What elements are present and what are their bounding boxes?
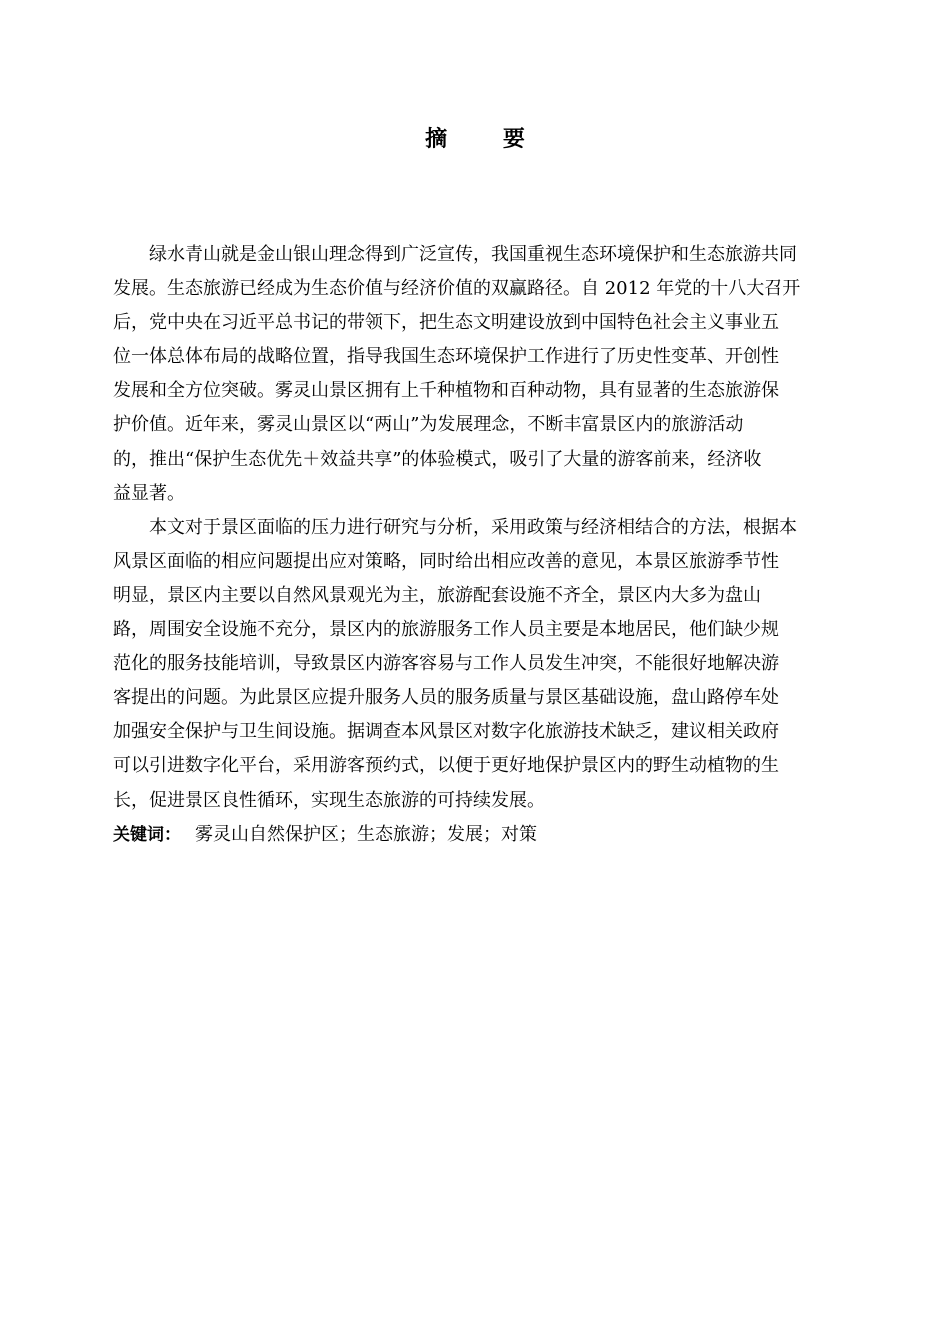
paragraph-1 [113, 238, 837, 511]
paragraph-line: 位一体总体布局的战略位置，指导我国生态环境保护工作进行了历史性变革、开创性 [113, 346, 779, 368]
paragraph-line: 范化的服务技能培训，导致景区内游客容易与工作人员发生冲突，不能很好地解决游 [113, 653, 779, 675]
paragraph-line: 绿水青山就是金山银山理念得到广泛宣传，我国重视生态环境保护和生态旅游共同 [149, 244, 797, 265]
paragraph-line: 明显，景区内主要以自然风景观光为主，旅游配套设施不齐全，景区内大多为盘山 [113, 584, 761, 606]
paragraph-line: 本文对于景区面临的压力进行研究与分析，采用政策与经济相结合的方法，根据本 [149, 516, 797, 538]
paragraph-line: 益显著。 [113, 482, 185, 504]
paragraph-line: 路，周围安全设施不充分，景区内的旅游服务工作人员主要是本地居民，他们缺少规 [113, 619, 779, 641]
keywords-value: 雾灵山自然保护区；生态旅游；发展；对策 [195, 823, 537, 845]
paragraph-line: 发展。生态旅游已经成为生态价值与经济价值的双赢路径。自 2012 年党的十八大召开 [113, 278, 801, 300]
page-title: 摘 要 [425, 127, 549, 152]
abstract-body [113, 238, 837, 852]
paragraph-line: 风景区面临的相应问题提出应对策略，同时给出相应改善的意见，本景区旅游季节性 [113, 550, 779, 572]
keywords-line [113, 818, 837, 852]
paragraph-line: 客提出的问题。为此景区应提升服务人员的服务质量与景区基础设施，盘山路停车处 [113, 687, 779, 709]
paragraph-2 [113, 511, 837, 818]
paragraph-line: 后，党中央在习近平总书记的带领下，把生态文明建设放到中国特色社会主义事业五 [113, 312, 779, 334]
paragraph-line: 护价值。近年来，雾灵山景区以“两山”为发展理念，不断丰富景区内的旅游活动 [113, 414, 744, 436]
keywords-label: 关键词： [113, 824, 181, 845]
paragraph-line: 可以引进数字化平台，采用游客预约式，以便于更好地保护景区内的野生动植物的生 [113, 755, 779, 777]
paragraph-line: 加强安全保护与卫生间设施。据调查本风景区对数字化旅游技术缺乏，建议相关政府 [113, 721, 779, 743]
paragraph-line: 发展和全方位突破。雾灵山景区拥有上千种植物和百种动物，具有显著的生态旅游保 [113, 380, 779, 402]
paragraph-line: 长，促进景区良性循环，实现生态旅游的可持续发展。 [113, 789, 545, 811]
paragraph-line: 的，推出“保护生态优先＋效益共享”的体验模式，吸引了大量的游客前来，经济收 [113, 448, 762, 470]
